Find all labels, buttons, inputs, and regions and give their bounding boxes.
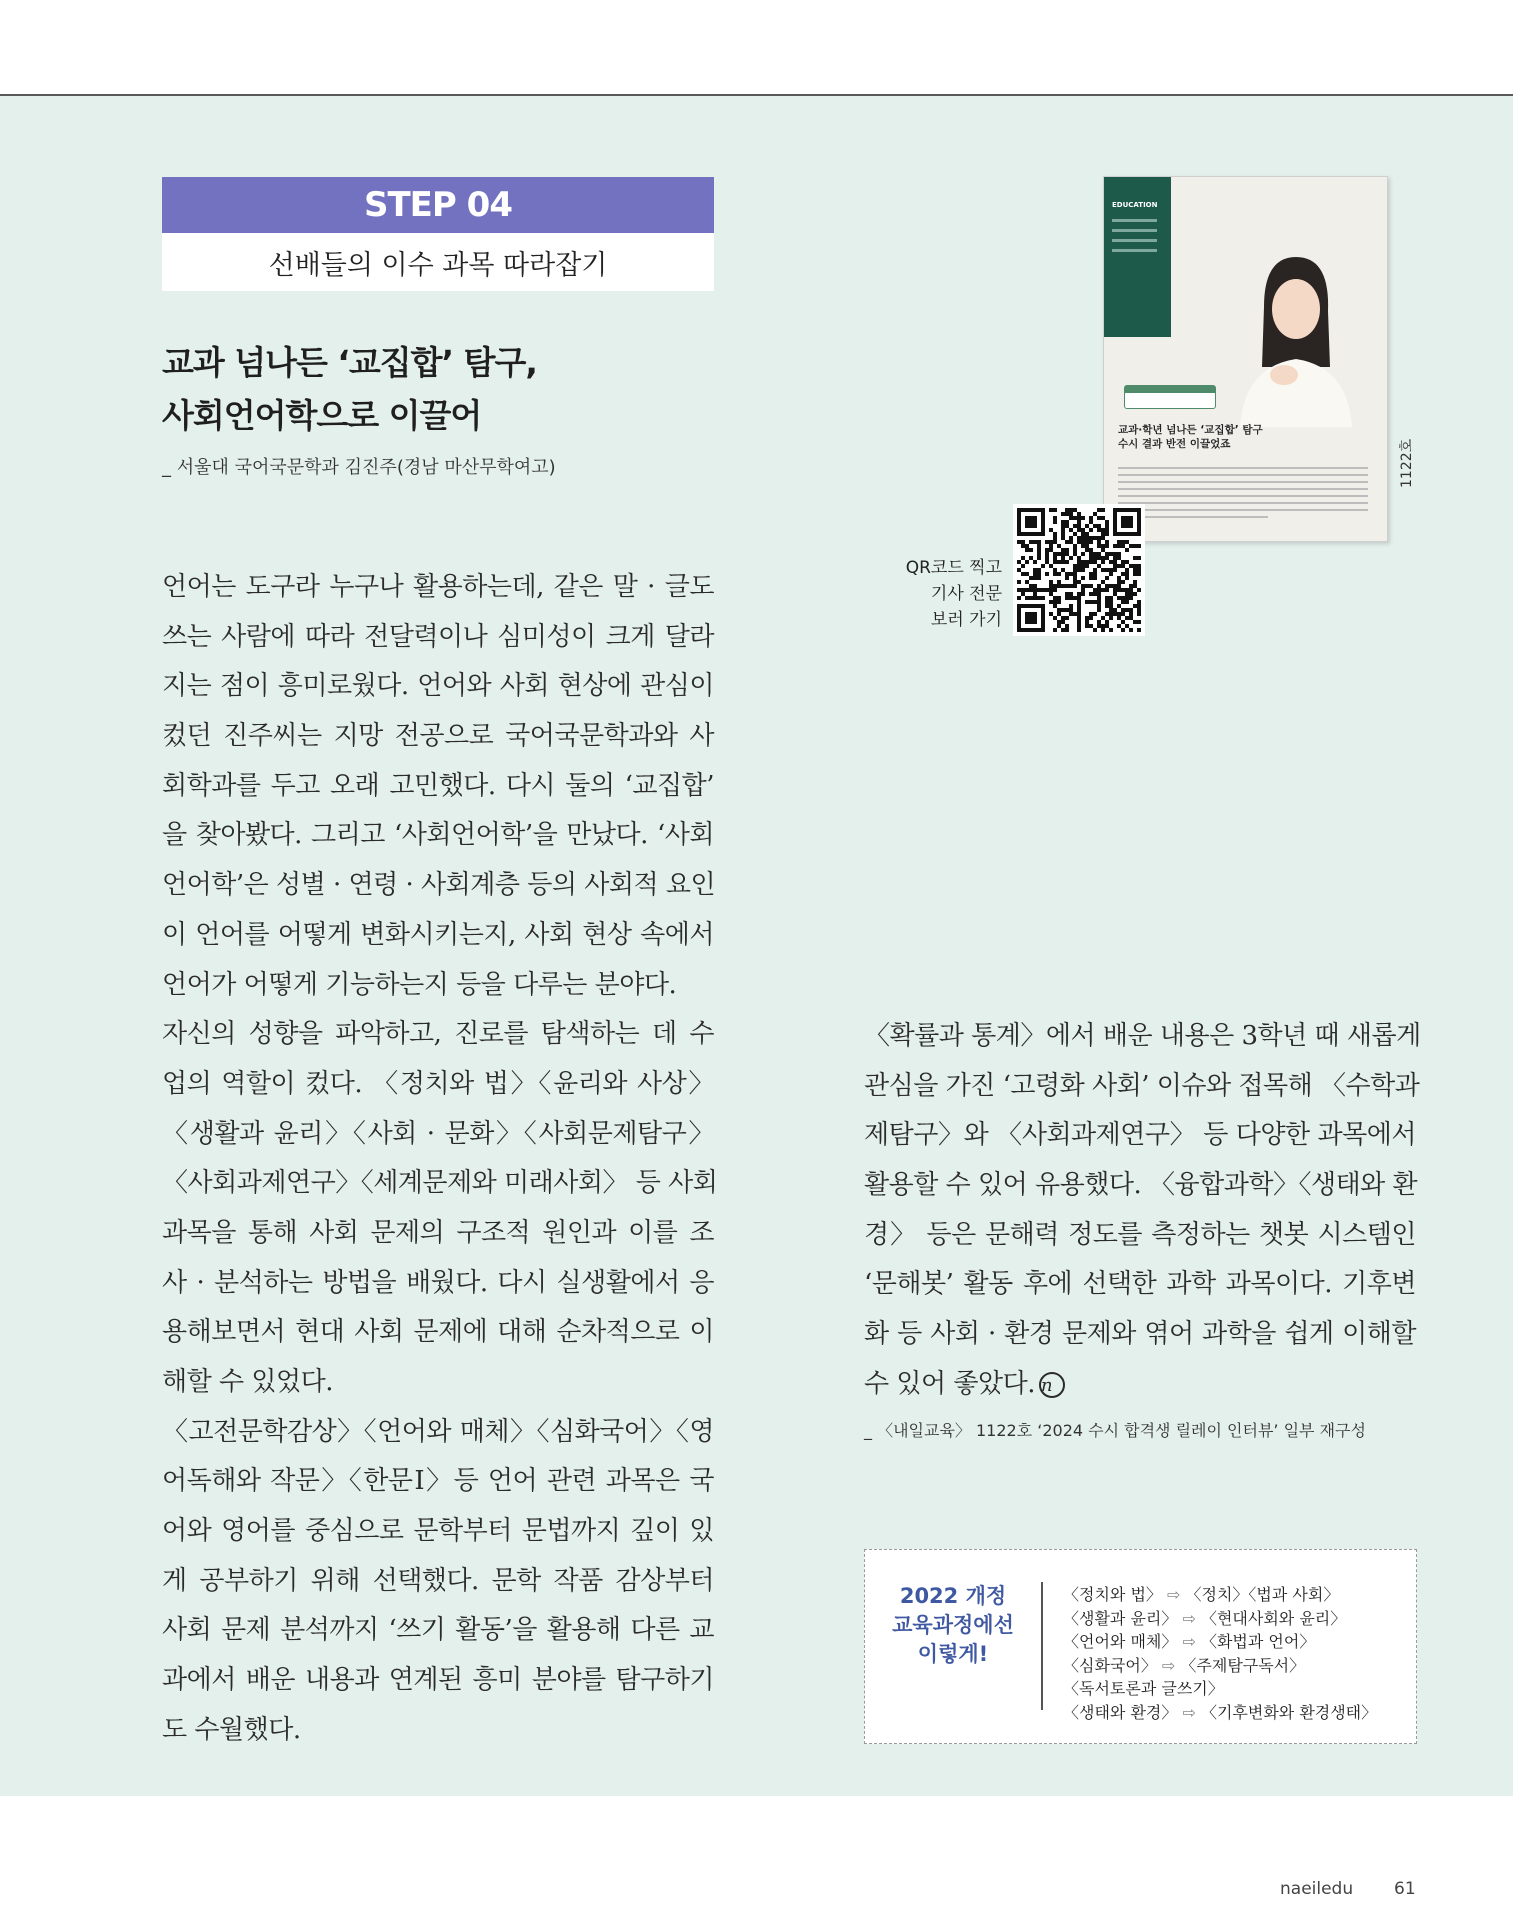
curriculum-from: 〈생태와 환경〉 bbox=[1063, 1702, 1178, 1722]
byline: _ 서울대 국어국문학과 김진주(경남 마산무학여고) bbox=[162, 457, 556, 478]
body-line: 쓰는 사람에 따라 전달력이나 심미성이 크게 달라 bbox=[162, 621, 714, 652]
curriculum-from: 〈언어와 매체〉 bbox=[1063, 1632, 1178, 1651]
body-line: 〈고전문학감상〉〈언어와 매체〉〈심화국어〉〈영 bbox=[162, 1416, 714, 1447]
curriculum-box-divider bbox=[1041, 1582, 1043, 1710]
body-line: 과에서 배운 내용과 연계된 흥미 분야를 탐구하기 bbox=[162, 1665, 714, 1696]
body-line: 어와 영어를 중심으로 문학부터 문법까지 깊이 있 bbox=[162, 1516, 714, 1547]
curriculum-item bbox=[1063, 1677, 1377, 1701]
body-line: 경〉 등은 문해력 정도를 측정하는 챗봇 시스템인 bbox=[864, 1219, 1416, 1250]
thumbnail-tag bbox=[1124, 385, 1216, 409]
body-line: 사 · 분석하는 방법을 배웠다. 다시 실생활에서 응 bbox=[162, 1267, 714, 1298]
body-line: 도 수월했다. bbox=[162, 1714, 301, 1745]
body-line: 화 등 사회 · 환경 문제와 엮어 과학을 쉽게 이해할 bbox=[864, 1319, 1416, 1350]
curriculum-item bbox=[1063, 1607, 1377, 1631]
body-line: 이 언어를 어떻게 변화시키는지, 사회 현상 속에서 bbox=[162, 919, 714, 950]
curriculum-to: 〈현대사회와 윤리〉 bbox=[1200, 1608, 1347, 1628]
end-mark-icon: n bbox=[1039, 1372, 1065, 1398]
curriculum-to: 〈정치〉〈법과 사회〉 bbox=[1185, 1585, 1340, 1604]
student-photo-icon bbox=[1234, 247, 1354, 427]
body-line: 게 공부하기 위해 선택했다. 문학 작품 감상부터 bbox=[162, 1565, 714, 1596]
arrow-right-icon: ⇨ bbox=[1177, 1702, 1201, 1722]
curriculum-from: 〈심화국어〉 bbox=[1063, 1655, 1157, 1675]
body-line: ‘문해봇’ 활동 후에 선택한 과학 과목이다. 기후변 bbox=[864, 1269, 1416, 1300]
curriculum-from: 〈생활과 윤리〉 bbox=[1063, 1608, 1178, 1628]
curriculum-to: 〈독서토론과 글쓰기〉 bbox=[1063, 1679, 1224, 1698]
headline-line-1: 교과 넘나든 ‘교집합’ 탐구, bbox=[162, 343, 537, 382]
curriculum-item bbox=[1063, 1630, 1377, 1654]
arrow-right-icon: ⇨ bbox=[1156, 1655, 1181, 1675]
curriculum-to: 〈기후변화와 환경생태〉 bbox=[1200, 1702, 1378, 1722]
body-line: 용해보면서 현대 사회 문제에 대해 순차적으로 이 bbox=[162, 1317, 714, 1348]
body-line: 해할 수 있었다. bbox=[162, 1367, 333, 1397]
arrow-right-icon: ⇨ bbox=[1177, 1632, 1201, 1651]
thumbnail-brand: EDUCATION bbox=[1112, 201, 1158, 209]
body-line: 회학과를 두고 오래 고민했다. 다시 둘의 ‘교집합’ bbox=[162, 770, 714, 801]
curriculum-box-label: 2022 개정 교육과정에선 이렇게! bbox=[892, 1584, 1014, 1666]
thumbnail-title: 교과·학년 넘나든 ‘교집합’ 탐구 수시 결과 반전 이끌었죠 bbox=[1118, 424, 1263, 450]
source-note: _ 〈내일교육〉 1122호 ‘2024 수시 합격생 릴레이 인터뷰’ 일부 재구성 bbox=[864, 1421, 1366, 1440]
body-line: 언어가 어떻게 기능하는지 등을 다루는 분야다. bbox=[162, 969, 677, 1000]
footer-publication: naeiledu bbox=[1280, 1879, 1354, 1899]
body-line: 언어학’은 성별 · 연령 · 사회계층 등의 사회적 요인 bbox=[162, 870, 716, 901]
curriculum-item bbox=[1063, 1654, 1377, 1678]
body-line: 업의 역할이 컸다. 〈정치와 법〉〈윤리와 사상〉 bbox=[162, 1068, 714, 1099]
step-label: STEP 04 bbox=[162, 177, 714, 233]
body-line: 컸던 진주씨는 지망 전공으로 국어국문학과와 사 bbox=[162, 721, 714, 752]
page-number: 61 bbox=[1394, 1879, 1416, 1899]
qr-caption: QR코드 찍고 기사 전문 보러 가기 bbox=[905, 558, 1002, 630]
curriculum-item bbox=[1063, 1701, 1377, 1725]
body-line: 사회 문제 분석까지 ‘쓰기 활동’을 활용해 다른 교 bbox=[162, 1615, 714, 1646]
qr-code-icon[interactable] bbox=[1013, 504, 1145, 636]
body-line: 지는 점이 흥미로웠다. 언어와 사회 현상에 관심이 bbox=[162, 671, 714, 702]
body-line: 활용할 수 있어 유용했다. 〈융합과학〉〈생태와 환 bbox=[864, 1170, 1418, 1201]
article-headline bbox=[162, 336, 537, 442]
curriculum-box bbox=[864, 1549, 1417, 1744]
headline-line-2: 사회언어학으로 이끌어 bbox=[162, 396, 482, 435]
body-left-column bbox=[162, 563, 718, 1756]
body-line: 과목을 통해 사회 문제의 구조적 원인과 이를 조 bbox=[162, 1217, 714, 1248]
curriculum-to: 〈화법과 언어〉 bbox=[1200, 1632, 1316, 1651]
body-line: 어독해와 작문〉〈한문Ⅰ〉등 언어 관련 과목은 국 bbox=[162, 1466, 714, 1497]
body-line: 〈생활과 윤리〉〈사회 · 문화〉〈사회문제탐구〉 bbox=[162, 1118, 714, 1149]
body-line: 자신의 성향을 파악하고, 진로를 탐색하는 데 수 bbox=[162, 1019, 714, 1050]
body-line: 수 있어 좋았다. n bbox=[864, 1360, 1416, 1410]
magazine-thumbnail bbox=[1103, 176, 1388, 542]
body-line: 〈확률과 통계〉에서 배운 내용은 3학년 때 새롭게 bbox=[864, 1021, 1421, 1051]
curriculum-box-items bbox=[1063, 1583, 1377, 1724]
thumbnail-text-lines bbox=[1118, 467, 1368, 523]
body-line: 언어는 도구라 누구나 활용하는데, 같은 말 · 글도 bbox=[162, 572, 714, 602]
body-right-column bbox=[864, 1012, 1421, 1410]
curriculum-item bbox=[1063, 1583, 1377, 1607]
curriculum-from: 〈정치와 법〉 bbox=[1063, 1585, 1162, 1604]
body-line: 관심을 가진 ‘고령화 사회’ 이슈와 접목해 〈수학과 bbox=[864, 1070, 1420, 1101]
step-subtitle: 선배들의 이수 과목 따라잡기 bbox=[162, 233, 714, 291]
arrow-right-icon: ⇨ bbox=[1177, 1608, 1201, 1628]
thumbnail-brand-bar bbox=[1104, 177, 1171, 337]
body-line: 〈사회과제연구〉〈세계문제와 미래사회〉 등 사회 bbox=[162, 1168, 718, 1199]
issue-number: 1122호 bbox=[1399, 438, 1415, 488]
arrow-right-icon: ⇨ bbox=[1161, 1585, 1186, 1604]
curriculum-to: 〈주제탐구독서〉 bbox=[1180, 1655, 1306, 1675]
body-line: 을 찾아봤다. 그리고 ‘사회언어학’을 만났다. ‘사회 bbox=[162, 820, 714, 851]
body-line: 제탐구〉와 〈사회과제연구〉 등 다양한 과목에서 bbox=[864, 1120, 1416, 1151]
